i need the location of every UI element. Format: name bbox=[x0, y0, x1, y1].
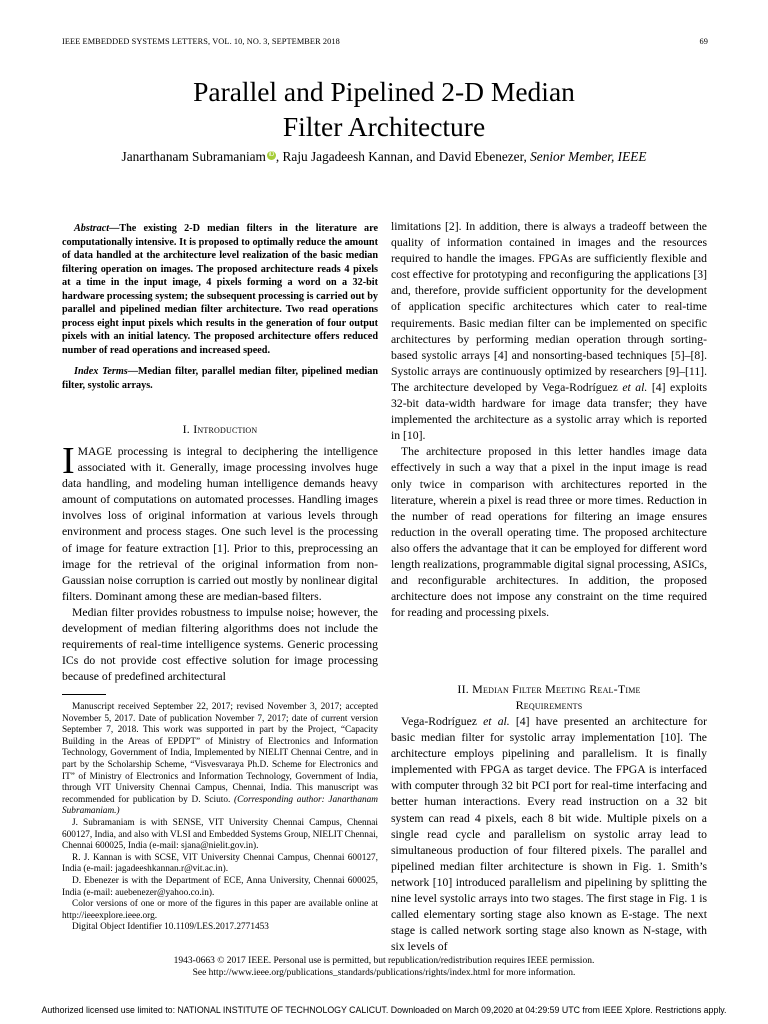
intro-paragraph-2: Median filter provides robustness to impulse noise; however, the development of median filtering algorithms does not include the requirements of real-time intelligence systems. Generic processing ICs do not provide cost effective solution for image processing because of predefined architectural bbox=[62, 605, 378, 684]
et-al: et al. bbox=[622, 380, 648, 394]
section-2-body bbox=[391, 714, 707, 955]
abstract-paragraph bbox=[62, 222, 378, 357]
authorized-use-notice: Authorized licensed use limited to: NATIONAL INSTITUTE OF TECHNOLOGY CALICUT. Downloaded on March 09,2020 at 04:29:59 UTC from IEEE Xplore. Restrictions apply. bbox=[41, 1005, 727, 1015]
right-column-text bbox=[391, 219, 707, 621]
footnote-rule bbox=[62, 694, 106, 695]
abstract bbox=[62, 222, 378, 393]
footnote-manuscript: Manuscript received September 22, 2017; revised November 3, 2017; accepted November 5, 2017. Date of publication November 7, 2017; date of current version September 7, 2018. This work was supported in part by the Project, “Capacity Building in the Areas of EPDPT” of Ministry of Electronics and Information Technology, Government of India, Implemented by NIELIT Chennai Centre, and in part by the Scholarship Scheme, “Visvesvaraya Ph.D. Scheme for Electronics and IT” of Ministry of Electronics and Information Technology, Government of India, through VIT University Chennai Campus, Chennai, India. This manuscript was recommended for publication by D. Sciuto. (Corresponding author: Janarthanam Subramaniam.) bbox=[62, 702, 378, 817]
intro-paragraph-1 bbox=[62, 440, 378, 605]
et-al: et al. bbox=[483, 715, 510, 728]
page-number: 69 bbox=[699, 37, 708, 46]
right-paragraph-2: The architecture proposed in this letter handles image data effectively in such a way that a pixel in the input image is read only twice in comparison with architectures reported in the literature, wherein a pixel is read three or more times. Reduction in the number of read operations for filtering an image ensures reduction in the overall operating time. The proposed architecture also offers the advantage that it can be employed for different word length realizations, programmable digital signal processing, ASICs, and reconfigurable architectures. In addition, the proposed architecture does not impose any constraint on the time required for reading and processing pixels. bbox=[391, 445, 707, 620]
paper-title bbox=[0, 74, 768, 144]
abstract-text: —The existing 2-D median filters in the literature are computationally intensive. It is proposed to optimally reduce the amount of data handled at the architecture level realization of the basic median filtering operation on images. The proposed architecture reads 4 pixels at a time in the input image, 4 pixels forming a word on a 32-bit hardware processing system; the subsequent processing is carried out by parallel and pipelined median filter architecture. Two read operations process eight input pixels which results in the generation of four output pixels with an initial latency. The proposed architecture offers reduced number of read operations and increased speed. bbox=[62, 223, 378, 356]
author-list bbox=[0, 149, 768, 165]
title-line-2: Filter Architecture bbox=[282, 111, 486, 142]
footnote-color-note: Color versions of one or more of the figures in this paper are available online at http://ieeexplore.ieee.org. bbox=[62, 899, 378, 921]
index-terms-text: —Median filter, parallel median filter, pipelined median filter, systolic arrays. bbox=[62, 366, 378, 392]
author-rest: , Raju Jagadeesh Kannan, and David Ebenezer, bbox=[275, 149, 531, 164]
section-2-paragraph-1: Vega-Rodríguez et al. [4] have presented an architecture for basic median filter for systolic array implementation [10]. The architecture employs pipelining and parallelism. It is finally implemented with FPGA as target device. The FPGA is interfaced with computer through 32 bit PCI port for real-time interfacing and better human interactions. Every read instruction on a 32 bit system can read 4 pixels, each 8 bit wide. Multiple pixels on a single read cycle and parallelism on systolic array lead to simultaneous production of four filtered pixels. The parallel and pipelined median filter architecture is shown in Fig. 1. Smith’s network [10] introduced parallelism and pipelining by splitting the nine level systolic arrays into two stages. The first stage in Fig. 1 is called elementary sorting stage also known as E-stage. The next stage is called network sorting stage also known as N-stage, with six levels of bbox=[391, 715, 707, 954]
index-terms-label: Index Terms bbox=[74, 366, 128, 378]
intro-paragraph-1-text: MAGE processing is integral to deciphering the intelligence associated with it. Generally, image processing involves huge data handling, and modeling human intelligence demands heavy amount of computations on automated processes. Handling images involves loss of original information at various levels through environment and process stages. One such level is the processing of image for feature extraction [1]. Prior to this, preprocessing an image for the retrieval of the original information from non-Gaussian noise corruption is carried out mostly by nonlinear digital filters. Dominant among these are median-based filters. bbox=[62, 445, 378, 603]
section-title: Introduction bbox=[193, 422, 258, 436]
footnote-affiliation-3: D. Ebenezer is with the Department of ECE, Anna University, Chennai 600025, India (e-mail: auebenezer@yahoo.co.in). bbox=[62, 875, 378, 898]
section-2-title-line-1: II. Median Filter Meeting Real-Time bbox=[457, 682, 641, 696]
introduction-body bbox=[62, 440, 378, 685]
journal-info: IEEE EMBEDDED SYSTEMS LETTERS, VOL. 10, NO. 3, SEPTEMBER 2018 bbox=[62, 37, 340, 46]
section-heading-median-filter bbox=[391, 681, 707, 713]
footnote bbox=[62, 702, 378, 934]
section-2-title-line-2: Requirements bbox=[515, 698, 583, 712]
copyright-notice bbox=[0, 955, 768, 979]
section-heading-introduction bbox=[62, 422, 378, 437]
section-number: I. bbox=[182, 422, 191, 436]
copyright-line-1: 1943-0663 © 2017 IEEE. Personal use is permitted, but republication/redistribution requires IEEE permission. bbox=[173, 956, 595, 966]
title-line-1: Parallel and Pipelined 2-D Median bbox=[193, 76, 575, 107]
footnote-affiliation-1: J. Subramaniam is with SENSE, VIT University Chennai Campus, Chennai 600127, India, and also with VLSI and Embedded Systems Group, NIELIT Chennai, Chennai 600025, India (e-mail: sjana@nielit.gov.in). bbox=[62, 817, 378, 852]
abstract-label: Abstract bbox=[74, 223, 110, 234]
author-first: Janarthanam Subramaniam bbox=[121, 149, 266, 164]
corresponding-author: (Corresponding author: Janarthanam Subramaniam.) bbox=[62, 794, 378, 817]
running-head bbox=[62, 37, 708, 46]
footnote-doi: Digital Object Identifier 10.1109/LES.2017.2771453 bbox=[72, 922, 269, 933]
author-membership: Senior Member, IEEE bbox=[530, 149, 647, 164]
footnote-affiliation-2: R. J. Kannan is with SCSE, VIT University Chennai Campus, Chennai 600127, India (e-mail: jagadeeshkannan.r@vit.ac.in). bbox=[62, 852, 378, 875]
index-terms bbox=[62, 365, 378, 392]
copyright-line-2: See http://www.ieee.org/publications_standards/publications/rights/index.html for more information. bbox=[192, 968, 576, 979]
right-paragraph-1: limitations [2]. In addition, there is always a tradeoff between the quality of information contained in images and the resources required to handle the images. FPGAs are sufficiently flexible and cost effective for prototyping and reconfiguring the applications [3] and, therefore, provide sufficient opportunity for the development of application specific architectures which cater to real-time requirements. Basic median filter can be implemented on specific architectures by performing median operation through sorting-based systolic arrays [4] and nonsorting-based techniques [5]–[8]. Systolic arrays are continuously optimized by researchers [9]–[11]. The architecture developed by Vega-Rodríguez et al. [4] exploits 32-bit data-width hardware for image data transfer; they have implemented the architecture as a systolic array which is reported in [10]. bbox=[391, 220, 707, 443]
orcid-icon[interactable]: iD bbox=[268, 152, 275, 158]
drop-cap: I bbox=[62, 440, 75, 482]
